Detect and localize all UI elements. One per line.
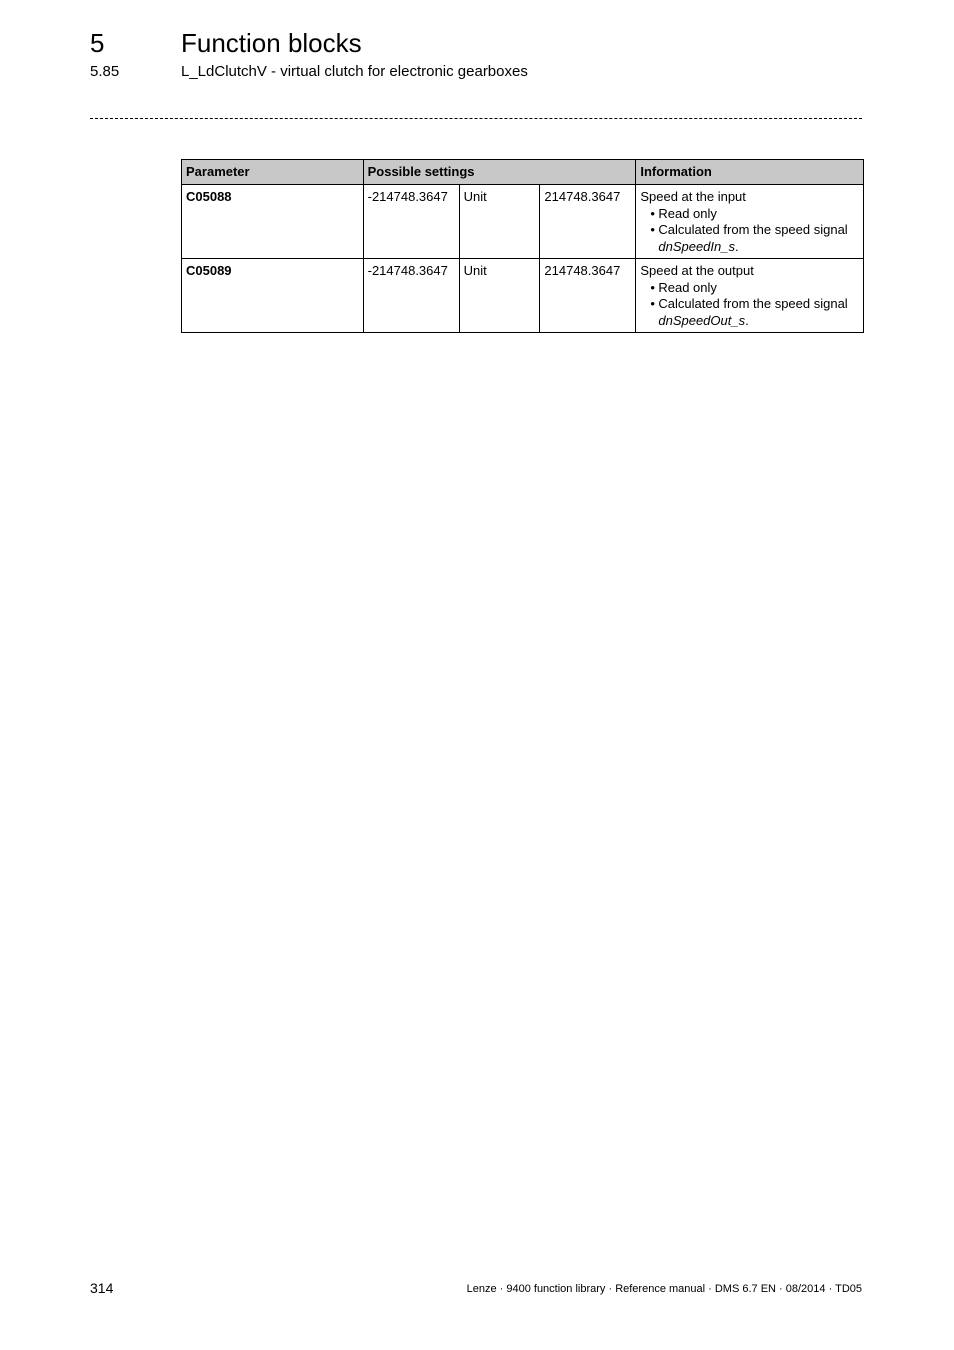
period: . (745, 312, 749, 328)
info-bullet (650, 296, 859, 329)
signal-name: dnSpeedIn_s (658, 238, 735, 254)
chapter-number: 5 (90, 28, 105, 58)
header-divider (90, 118, 862, 119)
min-value: -214748.3647 (363, 185, 459, 259)
info-list (640, 280, 859, 330)
max-value: 214748.3647 (540, 185, 636, 259)
header-information: Information (636, 160, 864, 185)
max-value: 214748.3647 (540, 259, 636, 333)
page-number: 314 (90, 1280, 114, 1296)
chapter-title: Function blocks (181, 28, 362, 58)
signal-name: dnSpeedOut_s (658, 312, 746, 328)
section-title: L_LdClutchV - virtual clutch for electronic gearboxes (181, 63, 528, 80)
unit: Unit (459, 259, 540, 333)
header-parameter: Parameter (182, 160, 364, 185)
info-bullet-text: Calculated from the speed signal (658, 222, 848, 237)
information-cell (636, 259, 864, 333)
unit: Unit (459, 185, 540, 259)
information-cell (636, 185, 864, 259)
info-bullet: • Read only (650, 280, 859, 297)
footer-text: Lenze · 9400 function library · Reference manual · DMS 6.7 EN · 08/2014 · TD05 (466, 1283, 862, 1295)
parameter-code: C05089 (182, 259, 364, 333)
info-title: Speed at the input (640, 189, 746, 204)
info-list (640, 206, 859, 256)
info-bullet: • Read only (650, 206, 859, 223)
info-bullet-text: Calculated from the speed signal (658, 296, 848, 311)
table-row (182, 259, 864, 333)
section-number: 5.85 (90, 63, 120, 80)
min-value: -214748.3647 (363, 259, 459, 333)
header-possible-settings: Possible settings (363, 160, 636, 185)
info-bullet (650, 222, 859, 255)
period: . (734, 238, 739, 254)
table-row (182, 185, 864, 259)
parameter-table (181, 159, 864, 333)
parameter-code: C05088 (182, 185, 364, 259)
info-title: Speed at the output (640, 263, 754, 278)
table-header-row (182, 160, 864, 185)
